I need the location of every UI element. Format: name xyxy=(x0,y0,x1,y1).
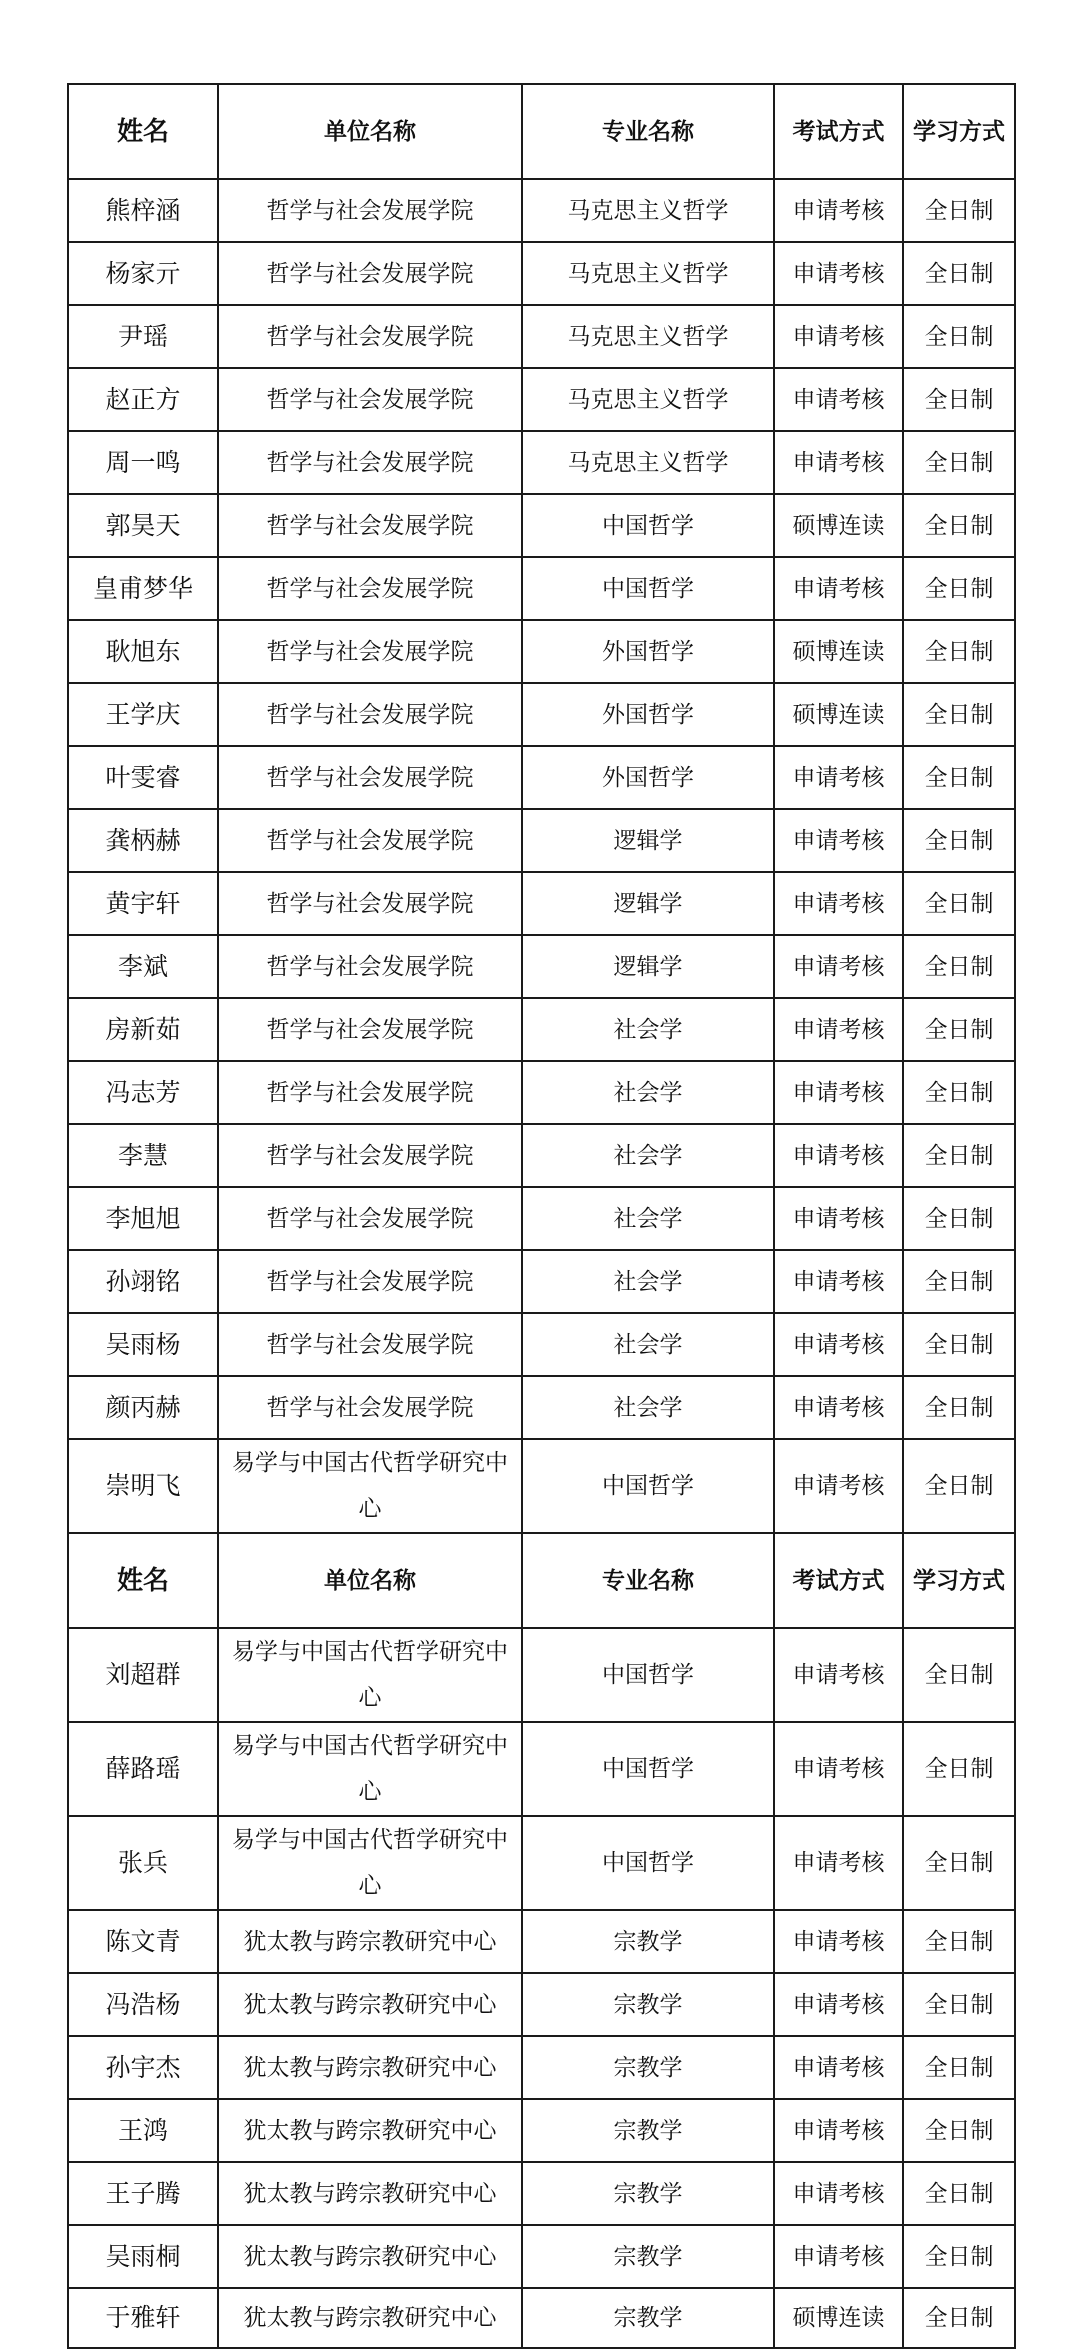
unit-cell: 犹太教与跨宗教研究中心 xyxy=(218,2162,522,2225)
exam-method-cell: 申请考核 xyxy=(774,1061,903,1124)
table-header-row xyxy=(68,1533,1015,1628)
table-row xyxy=(68,872,1015,935)
header-name: 姓名 xyxy=(68,84,218,179)
name-cell: 崇明飞 xyxy=(68,1439,218,1533)
major-cell: 外国哲学 xyxy=(522,620,774,683)
table-row xyxy=(68,1973,1015,2036)
unit-cell: 易学与中国古代哲学研究中心 xyxy=(218,1816,522,1910)
name-cell: 周一鸣 xyxy=(68,431,218,494)
name-cell: 叶雯睿 xyxy=(68,746,218,809)
major-cell: 社会学 xyxy=(522,1187,774,1250)
name-cell: 冯浩杨 xyxy=(68,1973,218,2036)
header-study-mode: 学习方式 xyxy=(903,1533,1015,1628)
table-row xyxy=(68,1061,1015,1124)
study-mode-cell: 全日制 xyxy=(903,1973,1015,2036)
exam-method-cell: 申请考核 xyxy=(774,1313,903,1376)
major-cell: 中国哲学 xyxy=(522,557,774,620)
study-mode-cell: 全日制 xyxy=(903,1722,1015,1816)
name-cell: 王鸿 xyxy=(68,2099,218,2162)
unit-cell: 哲学与社会发展学院 xyxy=(218,1376,522,1439)
unit-cell: 哲学与社会发展学院 xyxy=(218,431,522,494)
unit-cell: 犹太教与跨宗教研究中心 xyxy=(218,2288,522,2348)
study-mode-cell: 全日制 xyxy=(903,1628,1015,1722)
study-mode-cell: 全日制 xyxy=(903,1250,1015,1313)
study-mode-cell: 全日制 xyxy=(903,1187,1015,1250)
unit-cell: 易学与中国古代哲学研究中心 xyxy=(218,1439,522,1533)
unit-cell: 哲学与社会发展学院 xyxy=(218,998,522,1061)
header-major: 专业名称 xyxy=(522,84,774,179)
major-cell: 马克思主义哲学 xyxy=(522,242,774,305)
study-mode-cell: 全日制 xyxy=(903,2225,1015,2288)
study-mode-cell: 全日制 xyxy=(903,2162,1015,2225)
name-cell: 耿旭东 xyxy=(68,620,218,683)
name-cell: 龚柄赫 xyxy=(68,809,218,872)
unit-cell: 易学与中国古代哲学研究中心 xyxy=(218,1722,522,1816)
name-cell: 孙宇杰 xyxy=(68,2036,218,2099)
exam-method-cell: 申请考核 xyxy=(774,2162,903,2225)
name-cell: 张兵 xyxy=(68,1816,218,1910)
header-major: 专业名称 xyxy=(522,1533,774,1628)
name-cell: 赵正方 xyxy=(68,368,218,431)
study-mode-cell: 全日制 xyxy=(903,1313,1015,1376)
table-row xyxy=(68,620,1015,683)
exam-method-cell: 申请考核 xyxy=(774,2036,903,2099)
study-mode-cell: 全日制 xyxy=(903,1376,1015,1439)
exam-method-cell: 申请考核 xyxy=(774,1910,903,1973)
exam-method-cell: 申请考核 xyxy=(774,1628,903,1722)
major-cell: 外国哲学 xyxy=(522,746,774,809)
table-row xyxy=(68,1816,1015,1910)
major-cell: 社会学 xyxy=(522,1313,774,1376)
study-mode-cell: 全日制 xyxy=(903,557,1015,620)
name-cell: 吴雨杨 xyxy=(68,1313,218,1376)
study-mode-cell: 全日制 xyxy=(903,1061,1015,1124)
study-mode-cell: 全日制 xyxy=(903,2099,1015,2162)
table-row xyxy=(68,2225,1015,2288)
unit-cell: 易学与中国古代哲学研究中心 xyxy=(218,1628,522,1722)
table-row xyxy=(68,368,1015,431)
name-cell: 于雅轩 xyxy=(68,2288,218,2348)
table-row xyxy=(68,2288,1015,2348)
unit-cell: 犹太教与跨宗教研究中心 xyxy=(218,2036,522,2099)
name-cell: 尹瑶 xyxy=(68,305,218,368)
name-cell: 李慧 xyxy=(68,1124,218,1187)
table-row xyxy=(68,2162,1015,2225)
unit-cell: 哲学与社会发展学院 xyxy=(218,179,522,242)
major-cell: 中国哲学 xyxy=(522,1816,774,1910)
table-row xyxy=(68,431,1015,494)
exam-method-cell: 申请考核 xyxy=(774,2099,903,2162)
exam-method-cell: 申请考核 xyxy=(774,305,903,368)
major-cell: 宗教学 xyxy=(522,2162,774,2225)
table-row xyxy=(68,1910,1015,1973)
name-cell: 李斌 xyxy=(68,935,218,998)
table-row xyxy=(68,494,1015,557)
table-row xyxy=(68,1313,1015,1376)
unit-cell: 哲学与社会发展学院 xyxy=(218,242,522,305)
name-cell: 王学庆 xyxy=(68,683,218,746)
name-cell: 郭昊天 xyxy=(68,494,218,557)
header-unit: 单位名称 xyxy=(218,84,522,179)
exam-method-cell: 申请考核 xyxy=(774,1250,903,1313)
table-row xyxy=(68,1376,1015,1439)
table-row xyxy=(68,1250,1015,1313)
table-row xyxy=(68,683,1015,746)
major-cell: 社会学 xyxy=(522,1124,774,1187)
major-cell: 马克思主义哲学 xyxy=(522,431,774,494)
exam-method-cell: 申请考核 xyxy=(774,1722,903,1816)
exam-method-cell: 申请考核 xyxy=(774,1376,903,1439)
major-cell: 宗教学 xyxy=(522,2036,774,2099)
study-mode-cell: 全日制 xyxy=(903,683,1015,746)
name-cell: 颜丙赫 xyxy=(68,1376,218,1439)
unit-cell: 哲学与社会发展学院 xyxy=(218,620,522,683)
major-cell: 逻辑学 xyxy=(522,809,774,872)
exam-method-cell: 申请考核 xyxy=(774,431,903,494)
table-row xyxy=(68,1439,1015,1533)
study-mode-cell: 全日制 xyxy=(903,179,1015,242)
unit-cell: 犹太教与跨宗教研究中心 xyxy=(218,2225,522,2288)
header-exam-method: 考试方式 xyxy=(774,1533,903,1628)
major-cell: 中国哲学 xyxy=(522,1628,774,1722)
unit-cell: 哲学与社会发展学院 xyxy=(218,494,522,557)
exam-method-cell: 申请考核 xyxy=(774,1124,903,1187)
major-cell: 中国哲学 xyxy=(522,494,774,557)
name-cell: 王子腾 xyxy=(68,2162,218,2225)
study-mode-cell: 全日制 xyxy=(903,431,1015,494)
major-cell: 宗教学 xyxy=(522,2288,774,2348)
study-mode-cell: 全日制 xyxy=(903,1439,1015,1533)
major-cell: 中国哲学 xyxy=(522,1722,774,1816)
name-cell: 陈文青 xyxy=(68,1910,218,1973)
unit-cell: 哲学与社会发展学院 xyxy=(218,1187,522,1250)
study-mode-cell: 全日制 xyxy=(903,242,1015,305)
header-name: 姓名 xyxy=(68,1533,218,1628)
unit-cell: 哲学与社会发展学院 xyxy=(218,935,522,998)
study-mode-cell: 全日制 xyxy=(903,872,1015,935)
major-cell: 马克思主义哲学 xyxy=(522,305,774,368)
major-cell: 马克思主义哲学 xyxy=(522,368,774,431)
major-cell: 社会学 xyxy=(522,998,774,1061)
table-row xyxy=(68,1187,1015,1250)
unit-cell: 犹太教与跨宗教研究中心 xyxy=(218,1973,522,2036)
unit-cell: 哲学与社会发展学院 xyxy=(218,368,522,431)
name-cell: 吴雨桐 xyxy=(68,2225,218,2288)
table-row xyxy=(68,809,1015,872)
name-cell: 杨家亓 xyxy=(68,242,218,305)
major-cell: 社会学 xyxy=(522,1376,774,1439)
table-row xyxy=(68,2099,1015,2162)
study-mode-cell: 全日制 xyxy=(903,494,1015,557)
study-mode-cell: 全日制 xyxy=(903,368,1015,431)
table-row xyxy=(68,998,1015,1061)
exam-method-cell: 硕博连读 xyxy=(774,620,903,683)
table-row xyxy=(68,305,1015,368)
major-cell: 外国哲学 xyxy=(522,683,774,746)
study-mode-cell: 全日制 xyxy=(903,2036,1015,2099)
major-cell: 逻辑学 xyxy=(522,872,774,935)
major-cell: 宗教学 xyxy=(522,2225,774,2288)
table-row xyxy=(68,242,1015,305)
exam-method-cell: 申请考核 xyxy=(774,935,903,998)
major-cell: 马克思主义哲学 xyxy=(522,179,774,242)
header-unit: 单位名称 xyxy=(218,1533,522,1628)
exam-method-cell: 申请考核 xyxy=(774,1816,903,1910)
major-cell: 宗教学 xyxy=(522,2099,774,2162)
study-mode-cell: 全日制 xyxy=(903,1124,1015,1187)
unit-cell: 哲学与社会发展学院 xyxy=(218,1313,522,1376)
exam-method-cell: 申请考核 xyxy=(774,1187,903,1250)
exam-method-cell: 申请考核 xyxy=(774,2225,903,2288)
unit-cell: 哲学与社会发展学院 xyxy=(218,683,522,746)
exam-method-cell: 申请考核 xyxy=(774,1439,903,1533)
exam-method-cell: 申请考核 xyxy=(774,242,903,305)
exam-method-cell: 申请考核 xyxy=(774,872,903,935)
unit-cell: 哲学与社会发展学院 xyxy=(218,1061,522,1124)
name-cell: 刘超群 xyxy=(68,1628,218,1722)
table-row xyxy=(68,179,1015,242)
table-row xyxy=(68,1124,1015,1187)
major-cell: 逻辑学 xyxy=(522,935,774,998)
exam-method-cell: 硕博连读 xyxy=(774,683,903,746)
unit-cell: 哲学与社会发展学院 xyxy=(218,872,522,935)
name-cell: 薛路瑶 xyxy=(68,1722,218,1816)
table-header-row xyxy=(68,84,1015,179)
major-cell: 中国哲学 xyxy=(522,1439,774,1533)
name-cell: 熊梓涵 xyxy=(68,179,218,242)
table-row xyxy=(68,1722,1015,1816)
name-cell: 李旭旭 xyxy=(68,1187,218,1250)
major-cell: 社会学 xyxy=(522,1250,774,1313)
study-mode-cell: 全日制 xyxy=(903,809,1015,872)
exam-method-cell: 硕博连读 xyxy=(774,494,903,557)
major-cell: 宗教学 xyxy=(522,1973,774,2036)
exam-method-cell: 申请考核 xyxy=(774,179,903,242)
name-cell: 孙翊铭 xyxy=(68,1250,218,1313)
unit-cell: 犹太教与跨宗教研究中心 xyxy=(218,2099,522,2162)
admission-roster-table xyxy=(67,83,1016,2349)
exam-method-cell: 申请考核 xyxy=(774,1973,903,2036)
name-cell: 冯志芳 xyxy=(68,1061,218,1124)
table-row xyxy=(68,2036,1015,2099)
study-mode-cell: 全日制 xyxy=(903,1816,1015,1910)
exam-method-cell: 申请考核 xyxy=(774,809,903,872)
unit-cell: 哲学与社会发展学院 xyxy=(218,305,522,368)
study-mode-cell: 全日制 xyxy=(903,935,1015,998)
table-row xyxy=(68,746,1015,809)
roster-body xyxy=(68,84,1015,2348)
study-mode-cell: 全日制 xyxy=(903,746,1015,809)
study-mode-cell: 全日制 xyxy=(903,1910,1015,1973)
header-study-mode: 学习方式 xyxy=(903,84,1015,179)
table-row xyxy=(68,557,1015,620)
major-cell: 宗教学 xyxy=(522,1910,774,1973)
name-cell: 皇甫梦华 xyxy=(68,557,218,620)
study-mode-cell: 全日制 xyxy=(903,2288,1015,2348)
name-cell: 房新茹 xyxy=(68,998,218,1061)
unit-cell: 哲学与社会发展学院 xyxy=(218,557,522,620)
study-mode-cell: 全日制 xyxy=(903,998,1015,1061)
table-row xyxy=(68,1628,1015,1722)
unit-cell: 哲学与社会发展学院 xyxy=(218,1250,522,1313)
exam-method-cell: 硕博连读 xyxy=(774,2288,903,2348)
unit-cell: 犹太教与跨宗教研究中心 xyxy=(218,1910,522,1973)
unit-cell: 哲学与社会发展学院 xyxy=(218,746,522,809)
name-cell: 黄宇轩 xyxy=(68,872,218,935)
header-exam-method: 考试方式 xyxy=(774,84,903,179)
table-row xyxy=(68,935,1015,998)
study-mode-cell: 全日制 xyxy=(903,305,1015,368)
major-cell: 社会学 xyxy=(522,1061,774,1124)
exam-method-cell: 申请考核 xyxy=(774,368,903,431)
exam-method-cell: 申请考核 xyxy=(774,746,903,809)
unit-cell: 哲学与社会发展学院 xyxy=(218,809,522,872)
exam-method-cell: 申请考核 xyxy=(774,998,903,1061)
exam-method-cell: 申请考核 xyxy=(774,557,903,620)
unit-cell: 哲学与社会发展学院 xyxy=(218,1124,522,1187)
study-mode-cell: 全日制 xyxy=(903,620,1015,683)
